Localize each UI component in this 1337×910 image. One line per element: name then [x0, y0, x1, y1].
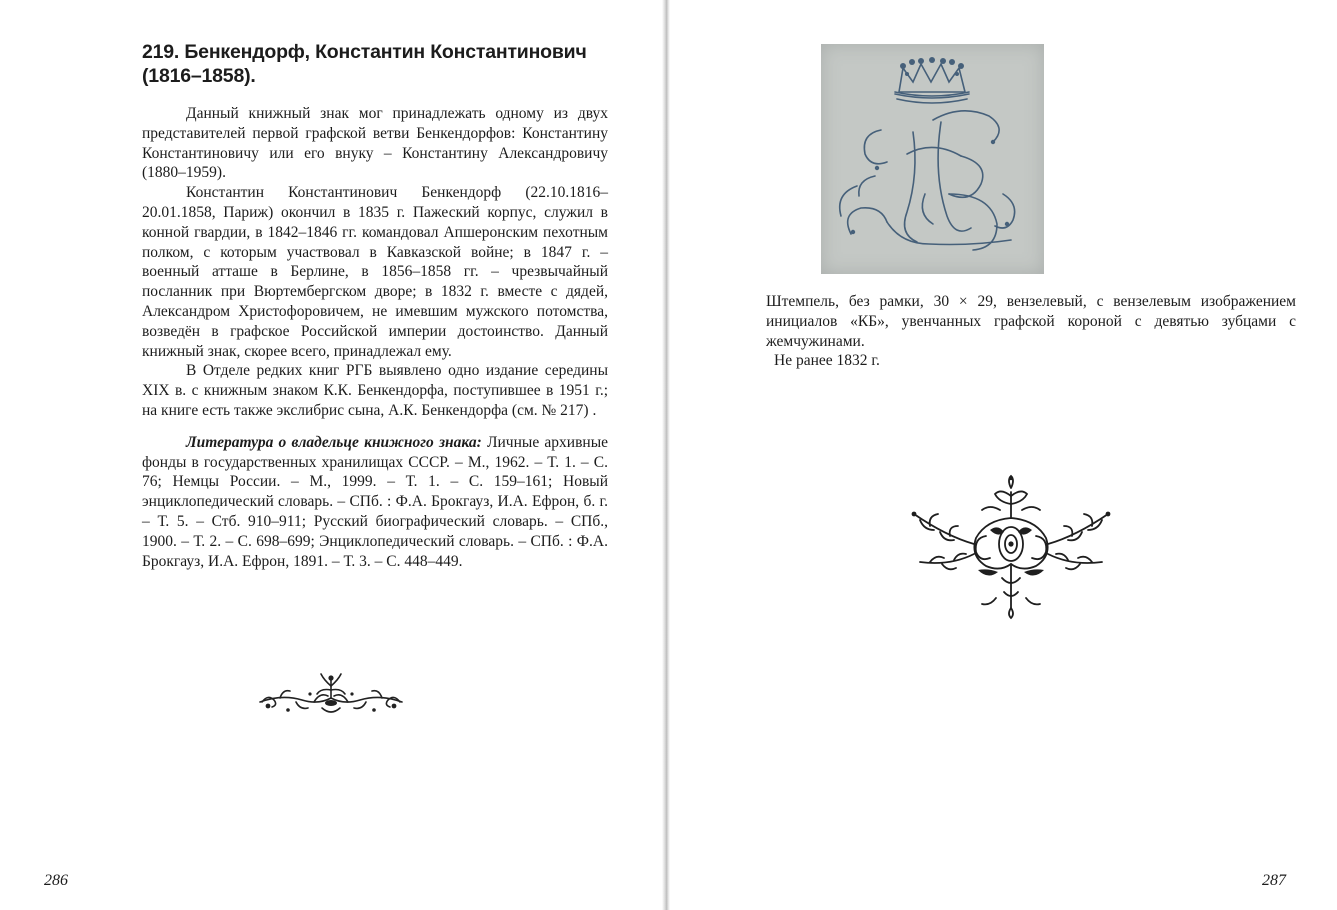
stamp-description-block: [766, 292, 1296, 371]
entry-body: [142, 104, 608, 571]
stamp-description: Штемпель, без рамки, 30 × 29, вензелевый, с вензелевым изображением инициалов «КБ», увенчанных графской короной с девятью зубцами с жемчужинами.: [766, 293, 1296, 350]
right-page: [670, 0, 1337, 910]
left-page: [0, 0, 664, 910]
monogram-crown-icon: [821, 44, 1044, 274]
literature-label: Литература о владельце книжного знака:: [186, 433, 482, 451]
entry-heading-line2: (1816–1858).: [142, 65, 256, 87]
book-gutter: [662, 0, 670, 910]
page-number: 286: [44, 872, 68, 889]
entry-heading: [142, 40, 612, 88]
literature-text: Личные архивные фонды в государственных хранилищах СССР. – М., 1962. – Т. 1. – С. 76; Немцы России. – М., 1999. – Т. 1. – С. 159–161; Новый энциклопедический словарь. – СПб. : Ф.А. Брокгауз, И.А. Ефрон, б. г. – Т. 5. – Стб. 910–911; Русский биографический словарь. – СПб., 1900. – Т. 2. – С. 698–699; Энциклопедический словарь. – СПб. : Ф.А. Брокгауз, И.А. Ефрон, 1891. – Т. 3. – С. 448–449.: [142, 433, 608, 570]
paragraph-intro: Данный книжный знак мог принадлежать одному из двух представителей первой графской ветви Бенкендорфов: Константину Константиновичу или его внуку – Константину Александровичу (1880–1959).: [142, 105, 608, 182]
date-note: Не ранее 1832 г.: [774, 352, 880, 370]
floral-ornament-icon: [252, 672, 410, 720]
paragraph-biography: Константин Константинович Бенкендорф (22.10.1816–20.01.1858, Париж) окончил в 1835 г. Пажеский корпус, служил в конной гвардии, в 1842–1846 гг. командовал Апшеронским пехотным полком, с которым участвовал в Кавказской войне; в 1847 г. – военный атташе в Берлине, в 1856–1858 гг. – чрезвычайный посланник при Вюртембергском дворе; в 1832 г. вместе с дядей, Александром Христофоровичем, не имевшим мужского потомства, возведён в графское Российской империи достоинство. Данный книжный знак, скорее всего, принадлежал ему.: [142, 184, 608, 360]
page-number: 287: [1262, 872, 1286, 889]
literature-paragraph: [142, 433, 608, 572]
bookplate-image: [821, 44, 1044, 274]
entry-heading-line1: 219. Бенкендорф, Константин Константинович: [142, 41, 587, 63]
cartouche-ornament-icon: [906, 474, 1116, 620]
paragraph-rgb-holding: В Отделе редких книг РГБ выявлено одно издание середины XIX в. с книжным знаком К.К. Бенкендорфа, поступившее в 1951 г.; на книге есть также экслибрис сына, А.К. Бенкендорфа (см. № 217) .: [142, 362, 608, 419]
